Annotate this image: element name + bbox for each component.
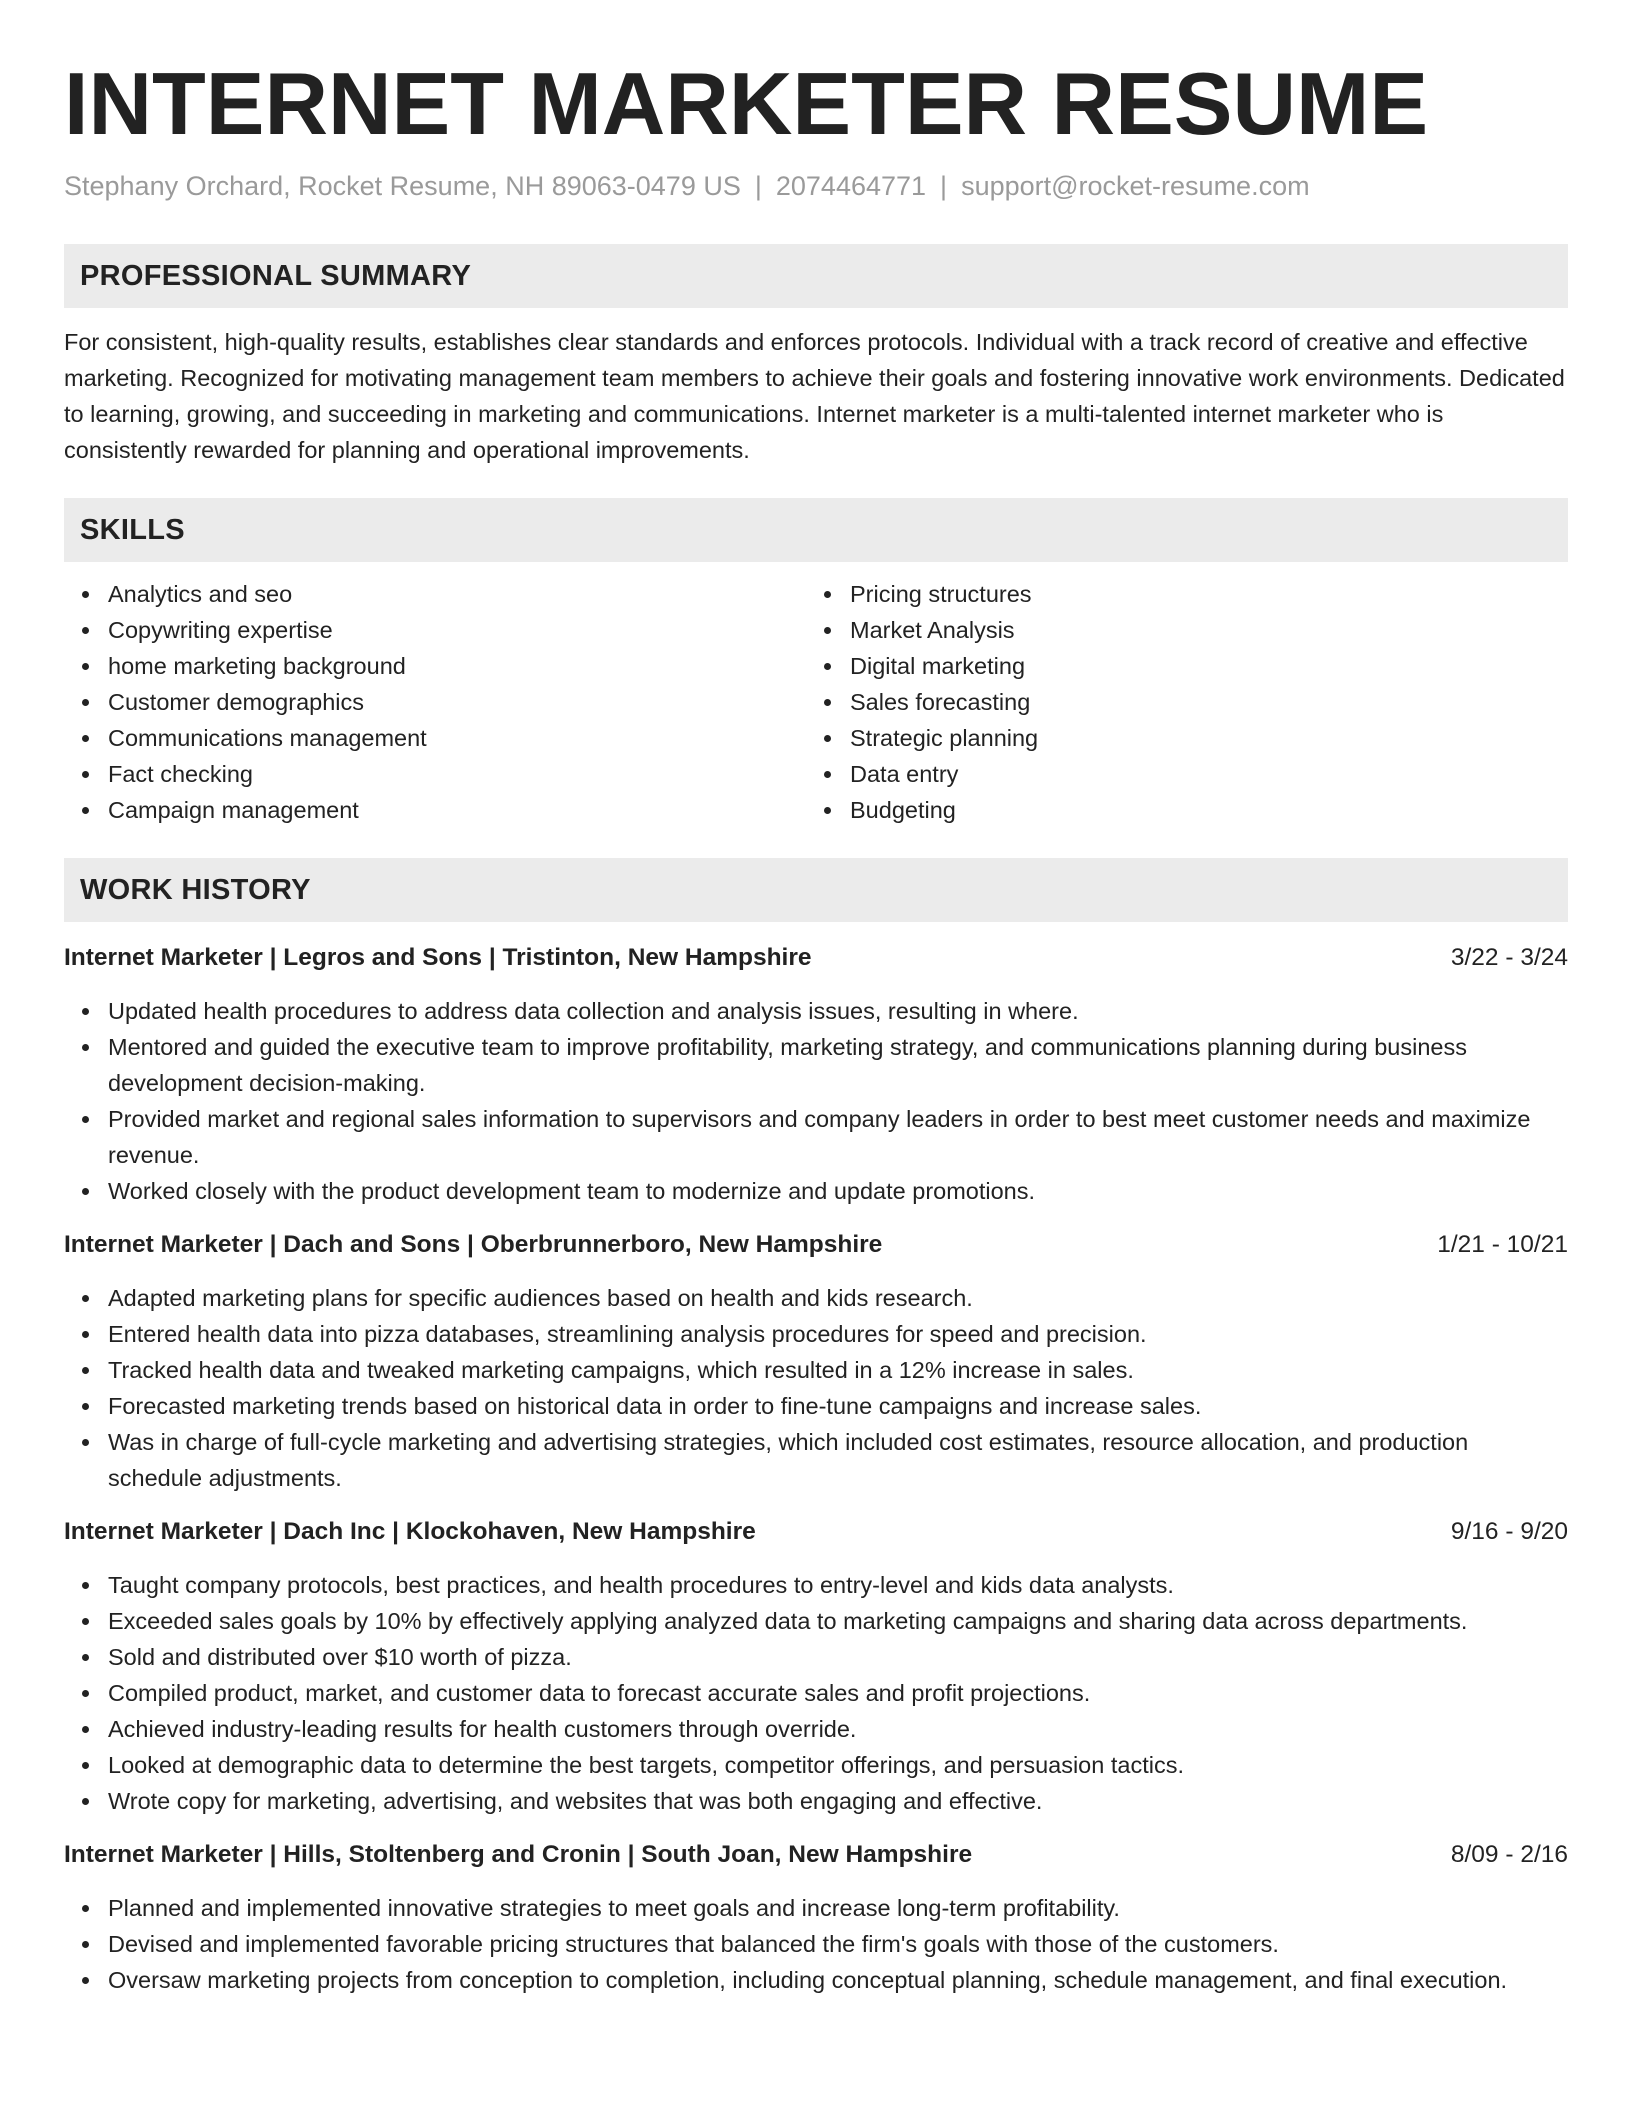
job-heading: Internet Marketer | Hills, Stoltenberg and Cronin | South Joan, New Hampshire — [64, 1841, 973, 1868]
resume-title: INTERNET MARKETER RESUME — [64, 54, 1429, 153]
skill-item: Fact checking — [64, 756, 806, 792]
skill-item: Market Analysis — [806, 612, 1548, 648]
contact-separator: | — [940, 171, 948, 201]
section-header-summary: PROFESSIONAL SUMMARY — [64, 244, 1568, 308]
job-entry — [64, 1514, 1568, 1819]
job-bullets — [64, 1890, 1568, 1998]
skill-item: Copywriting expertise — [64, 612, 806, 648]
job-bullet: Worked closely with the product development team to modernize and update promotions. — [64, 1173, 1568, 1209]
job-bullet: Sold and distributed over $10 worth of pizza. — [64, 1639, 1568, 1675]
job-entry — [64, 940, 1568, 1209]
skill-item: Communications management — [64, 720, 806, 756]
skills-column-left — [64, 576, 806, 828]
job-bullet: Wrote copy for marketing, advertising, and websites that was both engaging and effective. — [64, 1783, 1568, 1819]
skill-item: Sales forecasting — [806, 684, 1548, 720]
contact-separator: | — [754, 171, 762, 201]
job-bullet: Provided market and regional sales information to supervisors and company leaders in order to best meet customer needs and maximize revenue. — [64, 1101, 1568, 1173]
job-bullet: Exceeded sales goals by 10% by effectively applying analyzed data to marketing campaigns and sharing data across departments. — [64, 1603, 1568, 1639]
contact-phone: 2074464771 — [775, 171, 927, 201]
job-bullet: Adapted marketing plans for specific audiences based on health and kids research. — [64, 1280, 1568, 1316]
contact-address: Stephany Orchard, Rocket Resume, NH 89063-0479 US — [64, 171, 741, 201]
job-dates: 8/09 - 2/16 — [1450, 1841, 1568, 1868]
job-bullet: Achieved industry-leading results for health customers through override. — [64, 1711, 1568, 1747]
job-bullet: Forecasted marketing trends based on historical data in order to fine-tune campaigns and increase sales. — [64, 1388, 1568, 1424]
skills-column-right — [806, 576, 1548, 828]
section-header-work-history: WORK HISTORY — [64, 858, 1568, 922]
skill-item: home marketing background — [64, 648, 806, 684]
job-bullets — [64, 993, 1568, 1209]
job-bullet: Entered health data into pizza databases, streamlining analysis procedures for speed and precision. — [64, 1316, 1568, 1352]
job-bullet: Compiled product, market, and customer data to forecast accurate sales and profit projections. — [64, 1675, 1568, 1711]
job-header — [64, 940, 1568, 976]
job-bullet: Looked at demographic data to determine the best targets, competitor offerings, and persuasion tactics. — [64, 1747, 1568, 1783]
skill-item: Strategic planning — [806, 720, 1548, 756]
resume-page — [64, 54, 1568, 1998]
skill-item: Data entry — [806, 756, 1548, 792]
section-header-skills: SKILLS — [64, 498, 1568, 562]
job-entry — [64, 1837, 1568, 1998]
skill-item: Analytics and seo — [64, 576, 806, 612]
job-bullets — [64, 1280, 1568, 1496]
job-heading: Internet Marketer | Dach and Sons | Oberbrunnerboro, New Hampshire — [64, 1231, 883, 1258]
job-bullet: Devised and implemented favorable pricing structures that balanced the firm's goals with those of the customers. — [64, 1926, 1568, 1962]
job-bullet: Taught company protocols, best practices, and health procedures to entry-level and kids data analysts. — [64, 1567, 1568, 1603]
job-entry — [64, 1227, 1568, 1496]
job-dates: 3/22 - 3/24 — [1450, 944, 1568, 971]
job-bullet: Oversaw marketing projects from conception to completion, including conceptual planning, schedule management, and final execution. — [64, 1962, 1568, 1998]
skill-item: Digital marketing — [806, 648, 1548, 684]
job-bullet: Tracked health data and tweaked marketing campaigns, which resulted in a 12% increase in sales. — [64, 1352, 1568, 1388]
job-header — [64, 1837, 1568, 1873]
job-dates: 9/16 - 9/20 — [1450, 1518, 1568, 1545]
skill-item: Pricing structures — [806, 576, 1548, 612]
job-bullets — [64, 1567, 1568, 1819]
job-header — [64, 1227, 1568, 1263]
job-bullet: Was in charge of full-cycle marketing and advertising strategies, which included cost estimates, resource allocation, and production schedule adjustments. — [64, 1424, 1568, 1496]
skill-item: Customer demographics — [64, 684, 806, 720]
contact-line — [64, 168, 1568, 204]
job-heading: Internet Marketer | Dach Inc | Klockohaven, New Hampshire — [64, 1518, 756, 1545]
job-header — [64, 1514, 1568, 1550]
job-bullet: Planned and implemented innovative strategies to meet goals and increase long-term profitability. — [64, 1890, 1568, 1926]
contact-email: support@rocket-resume.com — [961, 171, 1310, 201]
skill-item: Budgeting — [806, 792, 1548, 828]
skill-item: Campaign management — [64, 792, 806, 828]
summary-text: For consistent, high-quality results, establishes clear standards and enforces protocols. Individual with a track record of creative and effective marketing. Recognized for motivating management team members to achieve their goals and fostering innovative work environments. Dedicated to learning, growing, and succeeding in marketing and communications. Internet marketer is a multi-talented internet marketer who is consistently rewarded for planning and operational improvements. — [64, 329, 1565, 463]
skills-list — [64, 576, 1568, 828]
job-heading: Internet Marketer | Legros and Sons | Tristinton, New Hampshire — [64, 944, 812, 971]
job-dates: 1/21 - 10/21 — [1437, 1231, 1568, 1258]
job-bullet: Mentored and guided the executive team to improve profitability, marketing strategy, and communications planning during business development decision-making. — [64, 1029, 1568, 1101]
job-bullet: Updated health procedures to address data collection and analysis issues, resulting in where. — [64, 993, 1568, 1029]
